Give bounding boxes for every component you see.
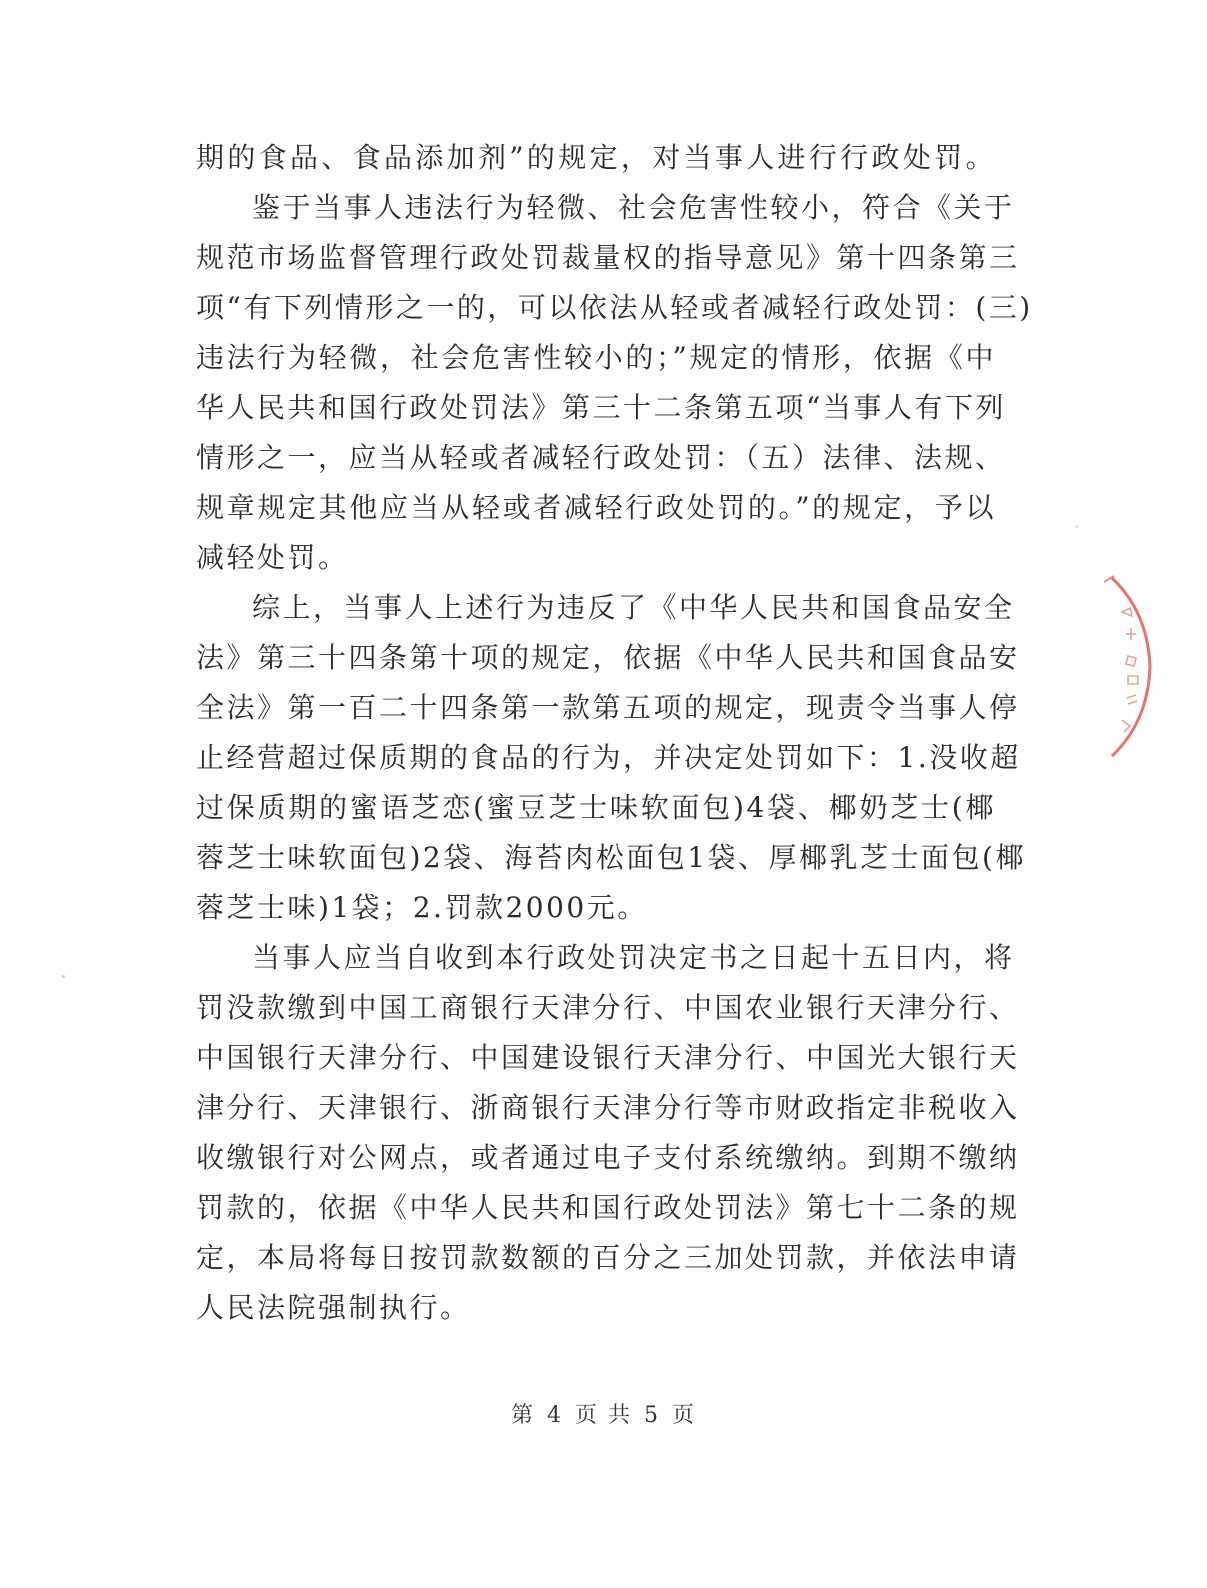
body-line-7: 情形之一，应当从轻或者减轻行政处罚：（五）法律、法规、: [196, 441, 1006, 474]
body-line-3: 规范市场监督管理行政处罚裁量权的指导意见》第十四条第三: [196, 241, 1020, 274]
body-line-13: 止经营超过保质期的食品的行为，并决定处罚如下：1.没收超: [196, 741, 1021, 774]
body-line-1: 期的食品、食品添加剂”的规定，对当事人进行行政处罚。: [196, 141, 996, 174]
body-line-21: 收缴银行对公网点，或者通过电子支付系统缴纳。到期不缴纳: [196, 1141, 1020, 1174]
body-line-12: 全法》第一百二十四条第一款第五项的规定，现责令当事人停: [196, 691, 1020, 724]
body-line-8: 规章规定其他应当从轻或者减轻行政处罚的。”的规定，予以: [196, 491, 996, 524]
footer-middle: 页 共: [575, 1403, 632, 1428]
footer-total-pages: 5: [644, 1403, 660, 1428]
paper-speck: [62, 975, 65, 978]
body-line-10: 综上，当事人上述行为违反了《中华人民共和国食品安全: [252, 591, 1015, 624]
body-line-17: 当事人应当自收到本行政处罚决定书之日起十五日内，将: [252, 941, 1015, 974]
seal-stamp-icon: [1100, 572, 1160, 762]
footer-suffix: 页: [672, 1403, 697, 1428]
body-line-15: 蓉芝士味软面包)2袋、海苔肉松面包1袋、厚椰乳芝士面包(椰: [196, 841, 1026, 874]
page-footer: [0, 1398, 1207, 1429]
footer-current-page: 4: [547, 1403, 563, 1428]
body-line-4: 项“有下列情形之一的，可以依法从轻或者减轻行政处罚：(三): [196, 291, 1033, 324]
body-line-23: 定，本局将每日按罚款数额的百分之三加处罚款，并依法申请: [196, 1241, 1020, 1274]
paper-speck: [1075, 525, 1078, 528]
body-line-24: 人民法院强制执行。: [196, 1291, 471, 1324]
body-line-14: 过保质期的蜜语芝恋(蜜豆芝士味软面包)4袋、椰奶芝士(椰: [196, 791, 996, 824]
body-line-2: 鉴于当事人违法行为轻微、社会危害性较小，符合《关于: [252, 191, 1015, 224]
body-line-19: 中国银行天津分行、中国建设银行天津分行、中国光大银行天: [196, 1041, 1020, 1074]
body-line-5: 违法行为轻微，社会危害性较小的；”规定的情形，依据《中: [196, 341, 996, 374]
body-line-20: 津分行、天津银行、浙商银行天津分行等市财政指定非税收入: [196, 1091, 1020, 1124]
body-line-16: 蓉芝士味)1袋；2.罚款2000元。: [196, 891, 648, 924]
body-line-6: 华人民共和国行政处罚法》第三十二条第五项“当事人有下列: [196, 391, 1006, 424]
body-line-9: 减轻处罚。: [196, 541, 349, 574]
footer-prefix: 第: [510, 1403, 535, 1428]
body-line-22: 罚款的，依据《中华人民共和国行政处罚法》第七十二条的规: [196, 1191, 1020, 1224]
body-line-18: 罚没款缴到中国工商银行天津分行、中国农业银行天津分行、: [196, 991, 1020, 1024]
body-line-11: 法》第三十四条第十项的规定，依据《中华人民共和国食品安: [196, 641, 1020, 674]
